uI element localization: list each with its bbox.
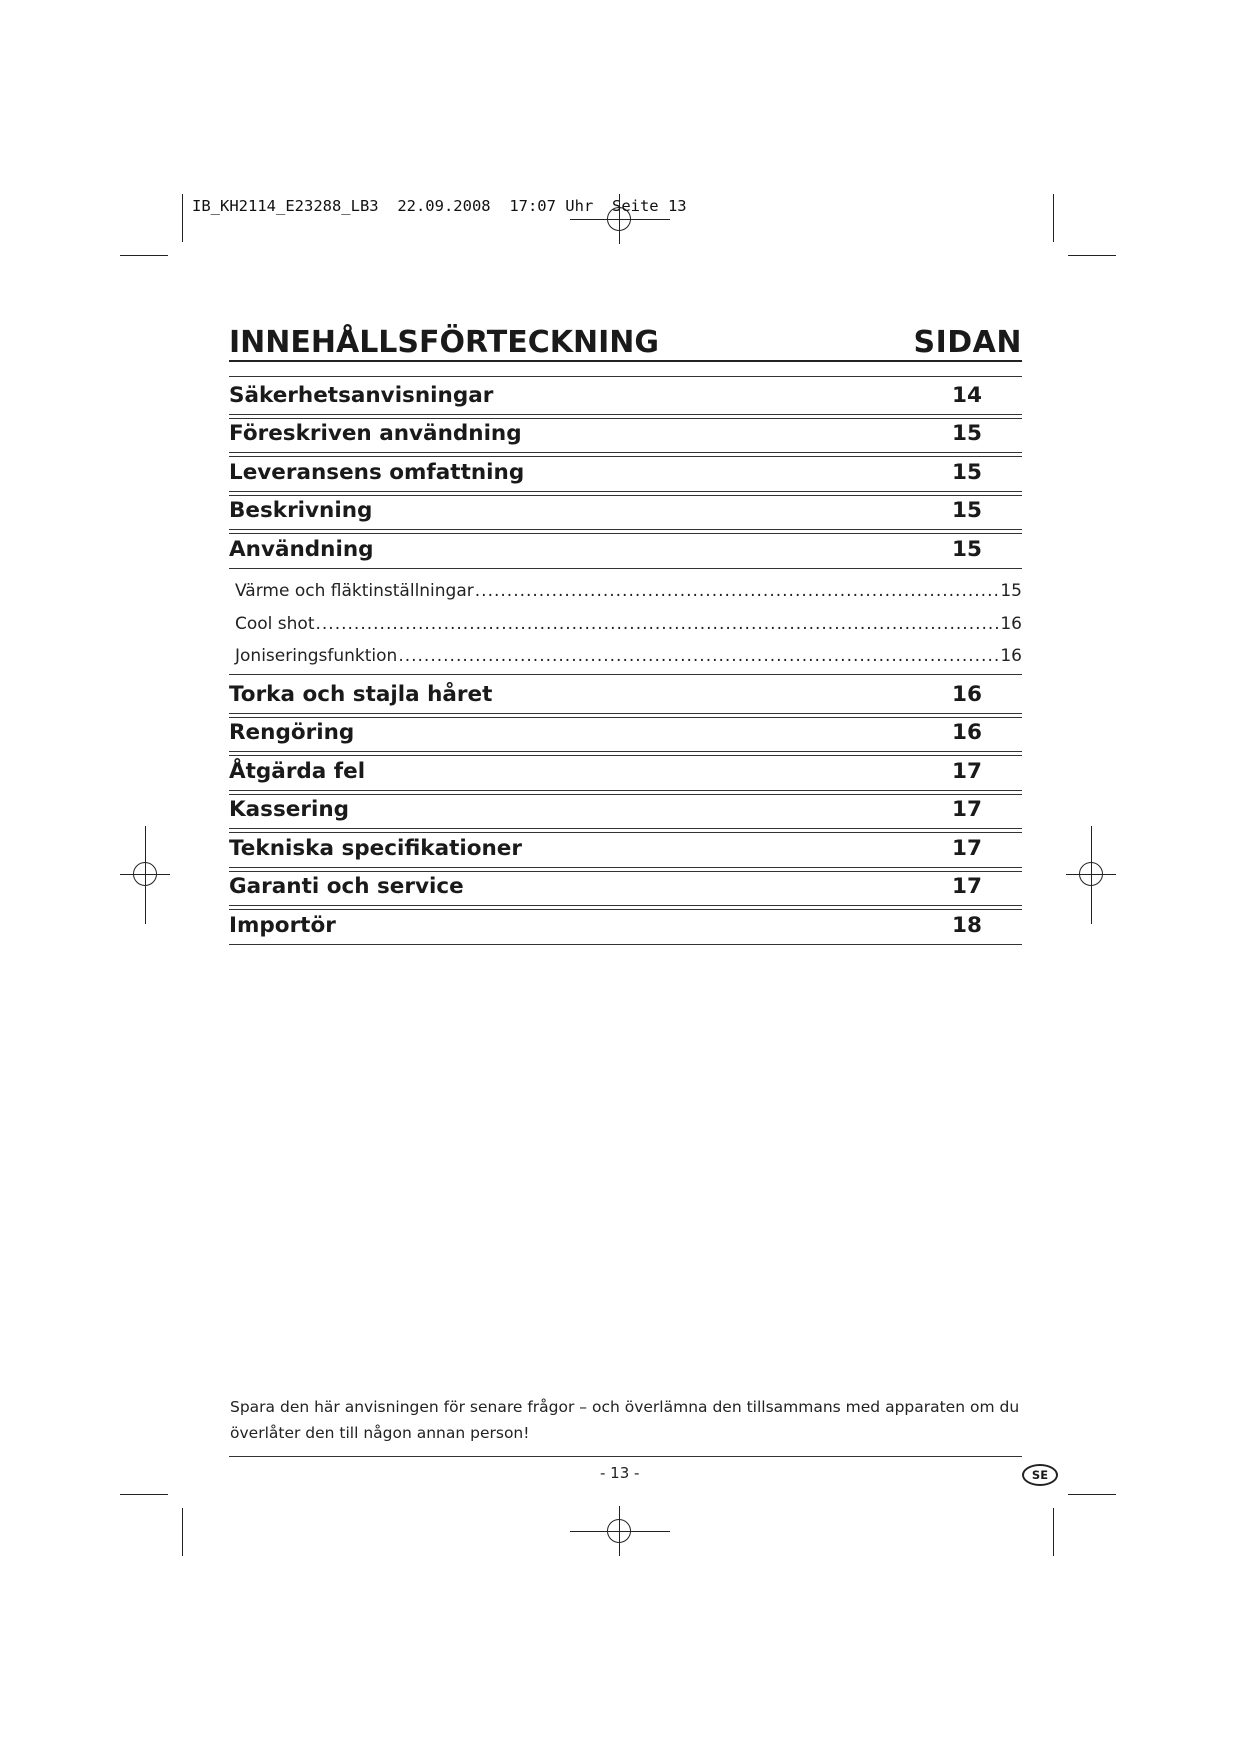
toc-subsections [229,569,1022,676]
toc-entry-page: 17 [952,874,982,900]
toc-entry-page: 14 [952,382,982,408]
footer-note [230,1394,1030,1446]
dot-leader [398,646,999,666]
toc-entry-page: 17 [952,758,982,784]
toc-subentry-page: 16 [1000,646,1022,666]
toc-entry-page: 16 [952,681,982,707]
crop-mark [1068,255,1116,256]
toc-entry[interactable] [229,715,1022,753]
toc-entry-label: Kassering [229,797,350,823]
registration-circle [607,1519,631,1543]
toc-entry-page: 17 [952,835,982,861]
crop-mark [1053,194,1054,242]
toc-entry-label: Torka och stajla håret [229,681,493,707]
crop-mark [1053,1508,1054,1556]
toc-title: INNEHÅLLSFÖRTECKNING [229,325,660,360]
dot-leader [316,614,1000,634]
toc-entry-label: Importör [229,912,336,938]
toc-entry-page: 15 [952,459,982,485]
crop-mark [182,194,183,242]
toc-entry-label: Tekniska specifikationer [229,835,522,861]
slug-date: 22.09.2008 [397,197,491,215]
footer-divider [229,1456,1022,1457]
toc-subentry[interactable] [229,634,1022,667]
toc-entry[interactable] [229,377,1022,415]
toc-entry-label: Rengöring [229,720,355,746]
slug-time: 17:07 Uhr [509,197,594,215]
toc-entry-label: Garanti och service [229,874,464,900]
toc-entry[interactable] [229,676,1022,714]
toc-entry-label: Leveransens omfattning [229,459,525,485]
footer-note-line: överlåter den till någon annan person! [230,1424,530,1442]
toc-entry-page: 18 [952,912,982,938]
crop-mark [120,1494,168,1495]
toc-entry-page: 15 [952,536,982,562]
toc-entry-label: Åtgärda fel [229,758,366,784]
toc-entry-page: 17 [952,797,982,823]
toc-entry-label: Föreskriven användning [229,421,522,447]
slug-page: Seite 13 [611,197,687,215]
toc-entry-label: Beskrivning [229,498,373,524]
toc-subentry[interactable] [229,601,1022,634]
toc-divider [229,362,1022,377]
toc-entry[interactable] [229,792,1022,830]
language-badge: SE [1022,1464,1058,1486]
toc-entry[interactable] [229,416,1022,454]
footer-note-line: Spara den här anvisningen för senare frågor – och överlämna den tillsammans med apparaten om du [230,1398,1020,1416]
toc-subentry[interactable] [229,569,1022,602]
toc-subentry-page: 15 [1000,581,1022,601]
toc-sections-a [229,377,1022,569]
toc-subentry-page: 16 [1000,613,1022,634]
toc-entry[interactable] [229,753,1022,791]
registration-circle [1079,862,1103,886]
toc-entry[interactable] [229,830,1022,868]
table-of-contents [229,318,1022,945]
crop-mark [120,255,168,256]
toc-entry-label: Säkerhetsanvisningar [229,382,494,408]
toc-subentry-label: Joniseringsfunktion [235,646,398,666]
dot-leader [475,581,1000,601]
toc-entry-page: 15 [952,498,982,524]
print-slug [192,197,687,215]
crop-mark [1068,1494,1116,1495]
page-number: - 13 - [600,1464,640,1482]
slug-file: IB_KH2114_E23288_LB3 [192,197,379,215]
toc-entry[interactable] [229,454,1022,492]
toc-entry[interactable] [229,493,1022,531]
toc-entry[interactable] [229,907,1022,945]
toc-header [229,318,1022,362]
toc-subentry-label: Värme och fläktinställningar [235,581,474,601]
toc-subentry-label: Cool shot [235,613,315,634]
toc-entry[interactable] [229,531,1022,569]
toc-entry-label: Användning [229,536,374,562]
toc-sections-b [229,676,1022,945]
toc-entry-page: 15 [952,421,982,447]
toc-entry-page: 16 [952,720,982,746]
registration-circle [133,862,157,886]
toc-entry[interactable] [229,869,1022,907]
toc-page-header: SIDAN [913,325,1022,360]
crop-mark [182,1508,183,1556]
